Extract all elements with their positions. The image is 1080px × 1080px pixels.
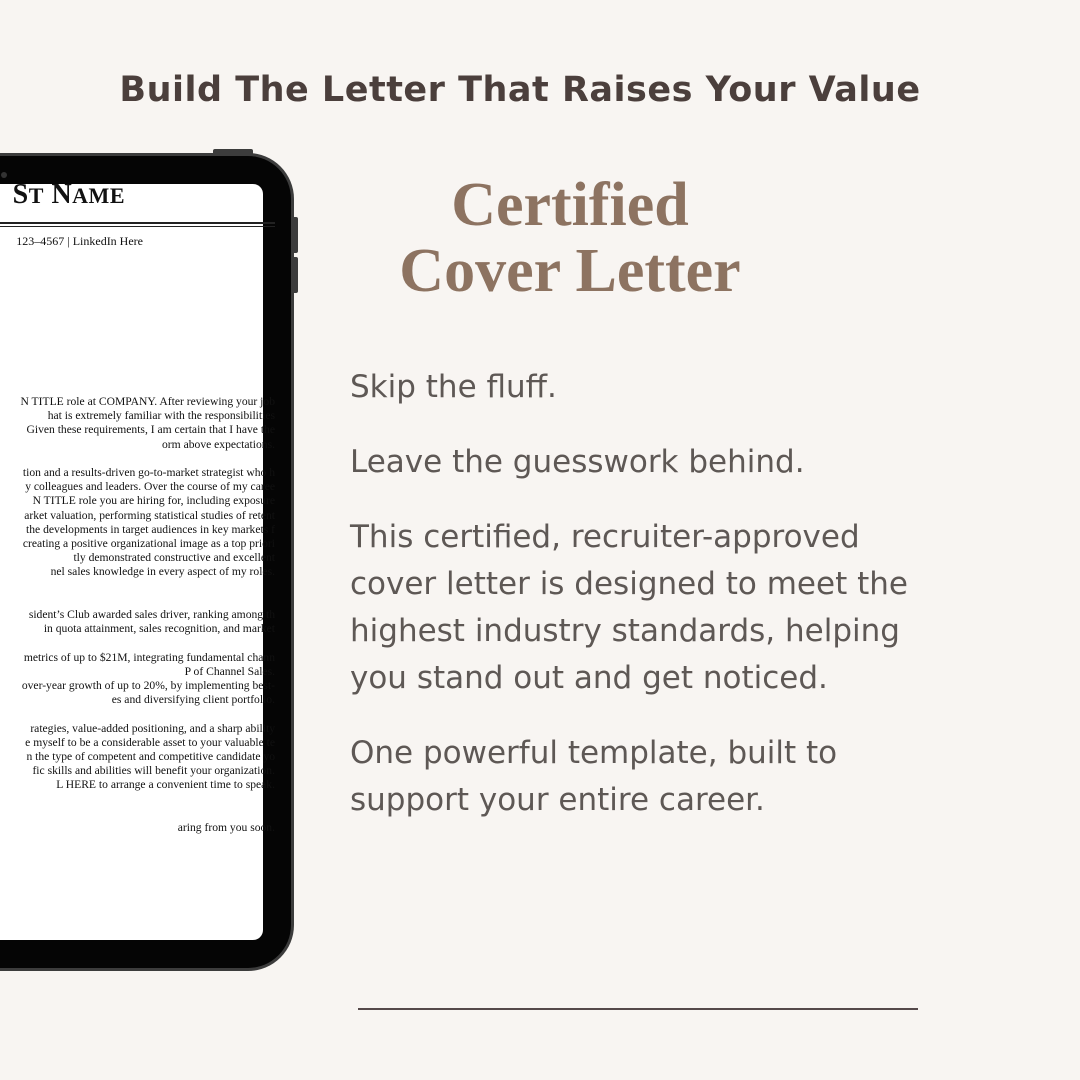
letter-body-line: N TITLE role at COMPANY. After reviewing your job [20,395,275,408]
letter-body-line: Given these requirements, I am certain that I have the [26,423,275,437]
bottom-divider [358,1008,918,1010]
letter-body-line: in quota attainment, sales recognition, and market [43,622,275,636]
letter-header-rule-thin [0,226,275,227]
letter-body-line: es and diversifying client portfolio. [111,693,275,707]
letter-body-line: e myself to be a considerable asset to your valuable te [25,735,275,749]
letter-body-line: fic skills and abilities will benefit your organization. [32,764,275,778]
letter-body-line: sident’s Club awarded sales driver, ranking among th [28,608,275,621]
letter-body-line: P of Channel Sales. [184,664,275,678]
letter-body-line: y colleagues and leaders. Over the course of my caree [25,480,275,494]
description-paragraph: Leave the guesswork behind. [350,444,805,480]
letter-body-line: rategies, value-added positioning, and a sharp ability [30,721,275,735]
letter-body-line: N TITLE role you are hiring for, including exposure [32,494,275,508]
product-title [340,172,800,304]
title-line-2: Cover Letter [399,237,741,305]
camera-dot [1,172,7,178]
headline: Build The Letter That Raises Your Value [119,70,921,110]
letter-body-line: aring from you soon. [177,821,275,834]
letter-body-line: metrics of up to $21M, integrating fundamental chann [23,650,275,664]
letter-body-line: L HERE to arrange a convenient time to speak. [56,778,275,792]
description-paragraph: One powerful template, built to support your entire career. [350,735,838,818]
letter-body-line: creating a positive organizational image as a top priori [22,537,275,550]
letter-body-line: tion and a results-driven go-to-market strategist who h [22,466,275,479]
tablet-screen [0,179,275,940]
letter-contact-line: 123–4567 | LinkedIn Here [16,234,143,248]
tablet-volume-down-button [292,257,298,293]
letter-name-heading: ST NAME [12,179,125,210]
letter-body-line: over-year growth of up to 20%, by implementing best- [21,679,275,692]
letter-body-line: n the type of competent and competitive candidate yo [26,750,275,763]
letter-body-line: hat is extremely familiar with the responsibilities [47,409,275,423]
description-paragraph: This certified, recruiter-approved cover letter is designed to meet the highest industry standards, helping you stand out and get noticed. [350,519,908,696]
letter-body-line: the developments in target audiences in key markets f [26,522,275,536]
tablet-top-button [213,149,253,155]
letter-header-rule [0,222,275,224]
product-description [350,364,950,852]
letter-body-line: orm above expectations. [162,437,275,451]
letter-body-line: nel sales knowledge in every aspect of my roles. [50,565,275,579]
letter-body-line: tly demonstrated constructive and excellent [73,551,275,565]
tablet-bezel [0,156,291,968]
title-line-1: Certified [451,171,689,239]
letter-body-line: arket valuation, performing statistical studies of retent [24,508,275,522]
description-paragraph: Skip the fluff. [350,369,557,405]
tablet-mockup [0,153,294,971]
tablet-volume-up-button [292,217,298,253]
